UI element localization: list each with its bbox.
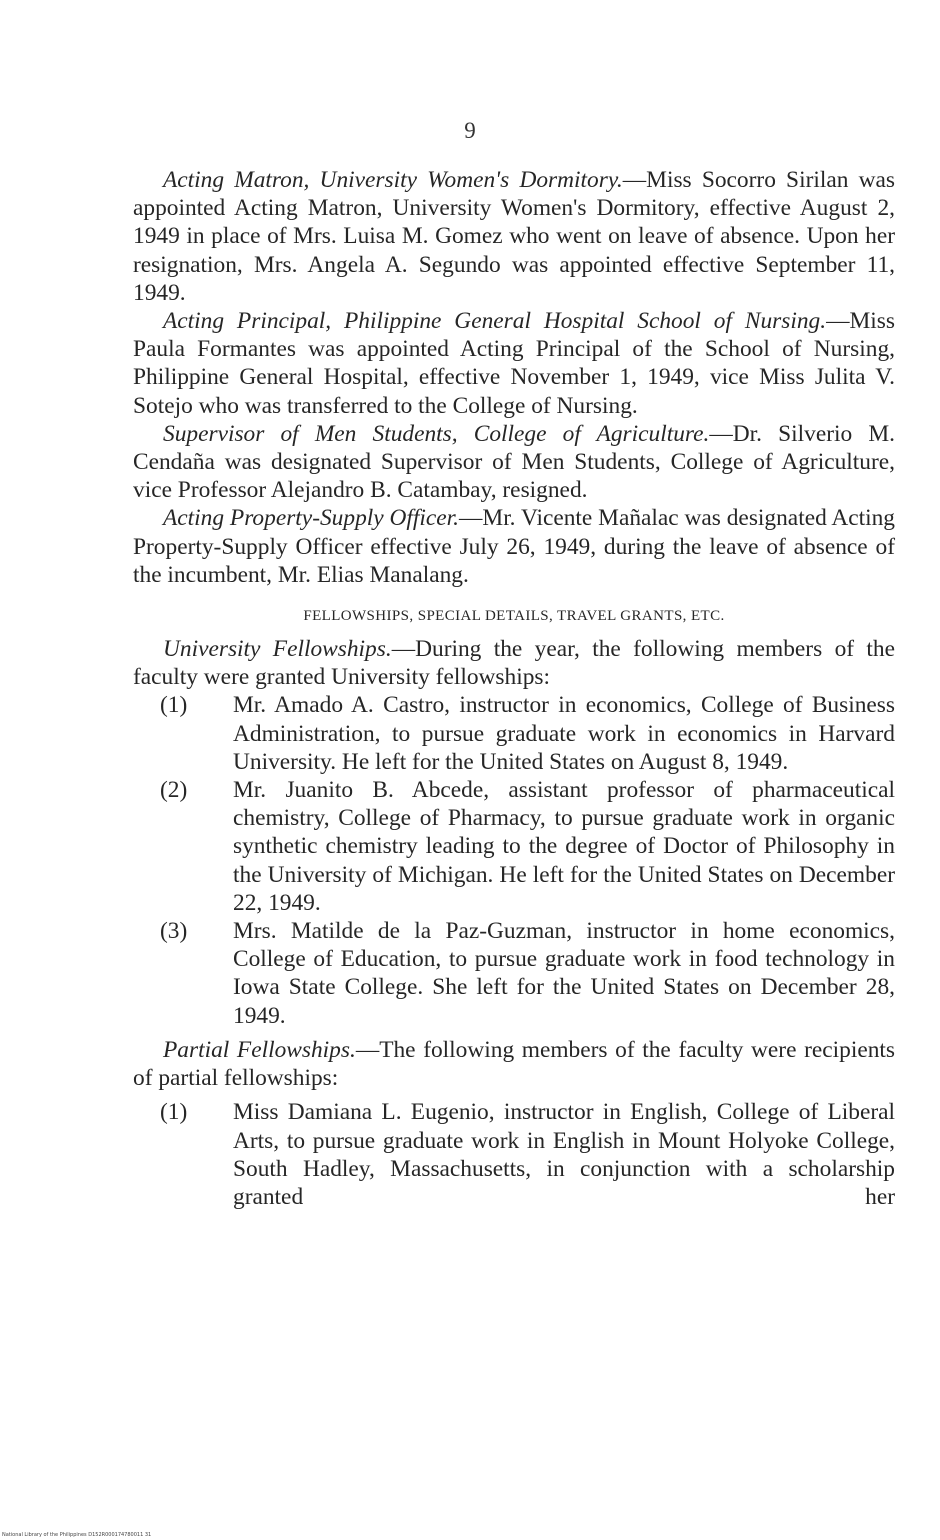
- paragraph-title: University Fellowships.: [163, 636, 392, 663]
- list-item-text: Miss Damiana L. Eugenio, instructor in English, College of Liberal Arts, to pursue graduate work in English in Mount Holyoke College, South Hadley, Massachusetts, in conjunction with a scholarship granted her: [233, 1099, 895, 1210]
- paragraph-text: —Dr. Silverio M. Cendaña was designated Supervisor of Men Students, College of Agriculture, vice Professor Alejandro B. Catambay, resigned.: [133, 420, 895, 504]
- section-heading: FELLOWSHIPS, SPECIAL DETAILS, TRAVEL GRANTS, ETC.: [303, 608, 725, 625]
- paragraph-property-supply-officer: [133, 504, 895, 589]
- list-number: (3): [160, 918, 188, 945]
- paragraph-university-fellowships: [133, 635, 895, 691]
- paragraph-supervisor-men-students: [133, 420, 895, 505]
- paragraph-title: Partial Fellowships.: [163, 1036, 356, 1063]
- paragraph-text: —Miss Paula Formantes was appointed Acting Principal of the School of Nursing, Philippine General Hospital, effective November 1, 1949, vice Miss Julita V. Sotejo who was transferred to the College of Nursing.: [133, 308, 895, 419]
- body-text: [133, 166, 895, 1211]
- footer-identifier: National Library of the Philippines D152R000174780011 31: [2, 1532, 152, 1538]
- paragraph-title: Acting Principal, Philippine General Hospital School of Nursing.: [163, 308, 827, 335]
- list-item-text: Mr. Amado A. Castro, instructor in economics, College of Business Administration, to pursue graduate work in economics in Harvard University. He left for the United States on August 8, 1949.: [233, 692, 895, 775]
- list-item: [133, 776, 895, 917]
- list-item: [133, 917, 895, 1030]
- list-number: (1): [160, 692, 188, 719]
- paragraph-acting-principal: [133, 307, 895, 420]
- paragraph-title: Acting Matron, University Women's Dormitory.: [163, 167, 623, 193]
- page-number: 9: [464, 118, 476, 143]
- paragraph-text: —Mr. Vicente Mañalac was designated Acting Property-Supply Officer effective July 26, 1949, during the leave of absence of the incumbent, Mr. Elias Manalang.: [133, 505, 895, 588]
- list-number: (2): [160, 777, 188, 804]
- paragraph-text: —Miss Socorro Sirilan was appointed Acting Matron, University Women's Dormitory, effective August 2, 1949 in place of Mrs. Luisa M. Gomez who went on leave of absence. Upon her resignation, Mrs. Angela A. Segundo was appointed effective September 11, 1949.: [133, 167, 895, 306]
- paragraph-acting-matron: [133, 166, 895, 307]
- university-fellowships-list: [133, 691, 895, 1029]
- list-item-text: Mr. Juanito B. Abcede, assistant professor of pharmaceutical chemistry, College of Pharmacy, to pursue graduate work in organic synthetic chemistry leading to the degree of Doctor of Philosophy in the University of Michigan. He left for the United States on December 22, 1949.: [233, 777, 895, 916]
- paragraph-partial-fellowships: [133, 1036, 895, 1092]
- paragraph-text: —During the year, the following members of the faculty were granted University fellowships:: [133, 636, 895, 691]
- list-item-text: Mrs. Matilde de la Paz-Guzman, instructor in home economics, College of Education, to pursue graduate work in food technology in Iowa State College. She left for the United States on December 28, 1949.: [233, 918, 895, 1029]
- paragraph-title: Supervisor of Men Students, College of Agriculture.: [163, 420, 710, 447]
- partial-fellowships-list: [133, 1098, 895, 1211]
- paragraph-text: —The following members of the faculty were recipients of partial fellowships:: [133, 1036, 895, 1092]
- paragraph-title: Acting Property-Supply Officer.: [163, 505, 459, 532]
- list-number: (1): [160, 1099, 188, 1126]
- list-item: [133, 1098, 895, 1211]
- list-item: [133, 691, 895, 776]
